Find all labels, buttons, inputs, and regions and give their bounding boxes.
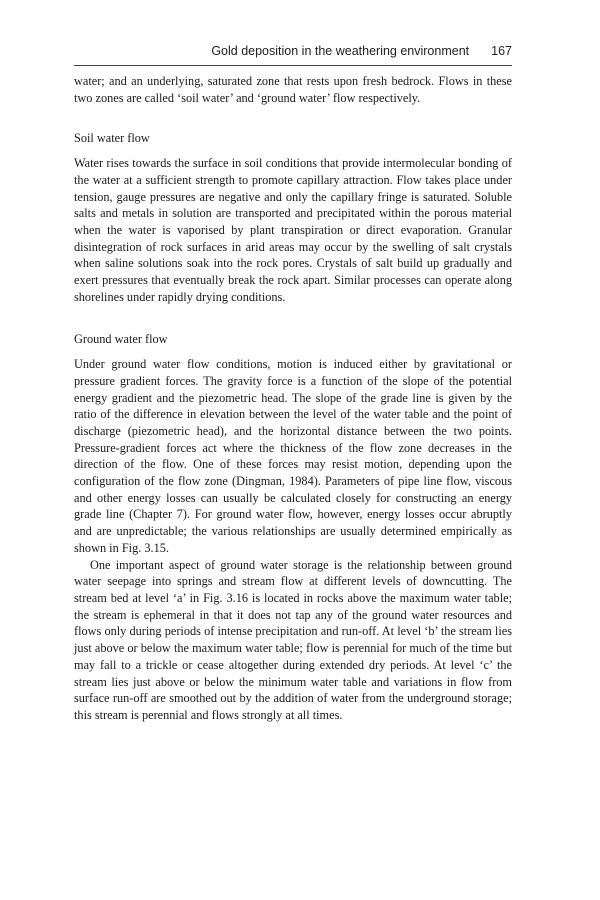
soil-water-paragraph: Water rises towards the surface in soil conditions that provide intermolecular bonding of the water at a sufficient strength to promote capillary attraction. Flow takes place under tension, gauge pressures are negative and only the capillary fringe is saturated. Soluble salts and metals in solution are transported and precipitated within the porous material when the water is vaporised by plant transpiration or direct evaporation. Granular disintegration of rock surfaces in arid areas may occur by the swelling of salt crystals when saline solutions soak into the rock pores. Crystals of salt build up gradually and exert pressures that eventually break the rock apart. Similar processes can operate along shorelines under rapidly drying conditions. <box>74 156 512 304</box>
running-head <box>211 44 512 58</box>
section-heading-soil-water-flow: Soil water flow <box>74 131 150 146</box>
page-number: 167 <box>491 44 512 58</box>
body-text <box>74 73 512 724</box>
header-rule <box>74 65 512 66</box>
ground-water-paragraph-1: Under ground water flow conditions, motion is induced either by gravitational or pressure gradient forces. The gravity force is a function of the slope of the potential energy gradient and the piezometric head. The slope of the grade line is given by the ratio of the difference in elevation between the level of the water table and the point of discharge (piezometric head), and the horizontal distance between the two points. Pressure-gradient forces act where the thickness of the flow zone decreases in the direction of the flow. One of these forces may resist motion, depending upon the configuration of the flow zone (Dingman, 1984). Parameters of pipe line flow, viscous and other energy losses can usually be calculated closely for constructing an energy grade line (Chapter 7). For ground water flow, however, energy losses occur abruptly and are unpredictable; the various relationships are usually determined empirically as shown in Fig. 3.15. <box>74 357 512 555</box>
book-page <box>74 0 512 900</box>
section-heading-ground-water-flow: Ground water flow <box>74 332 168 347</box>
ground-water-paragraph-2: One important aspect of ground water storage is the relationship between ground water seepage into springs and stream flow at different levels of downcutting. The stream bed at level ‘a’ in Fig. 3.16 is located in rocks above the maximum water table; the stream is ephemeral in that it does not tap any of the ground water resources and flows only during periods of intense precipitation and run-off. At level ‘b’ the stream lies just above or below the maximum water table; flow is perennial for much of the time but may fall to a trickle or cease altogether during extended dry periods. At level ‘c’ the stream lies just above or below the minimum water table and variations in flow from surface run-off are smoothed out by the addition of water from the underground storage; this stream is perennial and flows strongly at all times. <box>74 557 512 722</box>
running-head-title: Gold deposition in the weathering environment <box>211 44 470 58</box>
intro-paragraph: water; and an underlying, saturated zone that rests upon fresh bedrock. Flows in these two zones are called ‘soil water’ and ‘ground water’ flow respectively. <box>74 74 512 105</box>
